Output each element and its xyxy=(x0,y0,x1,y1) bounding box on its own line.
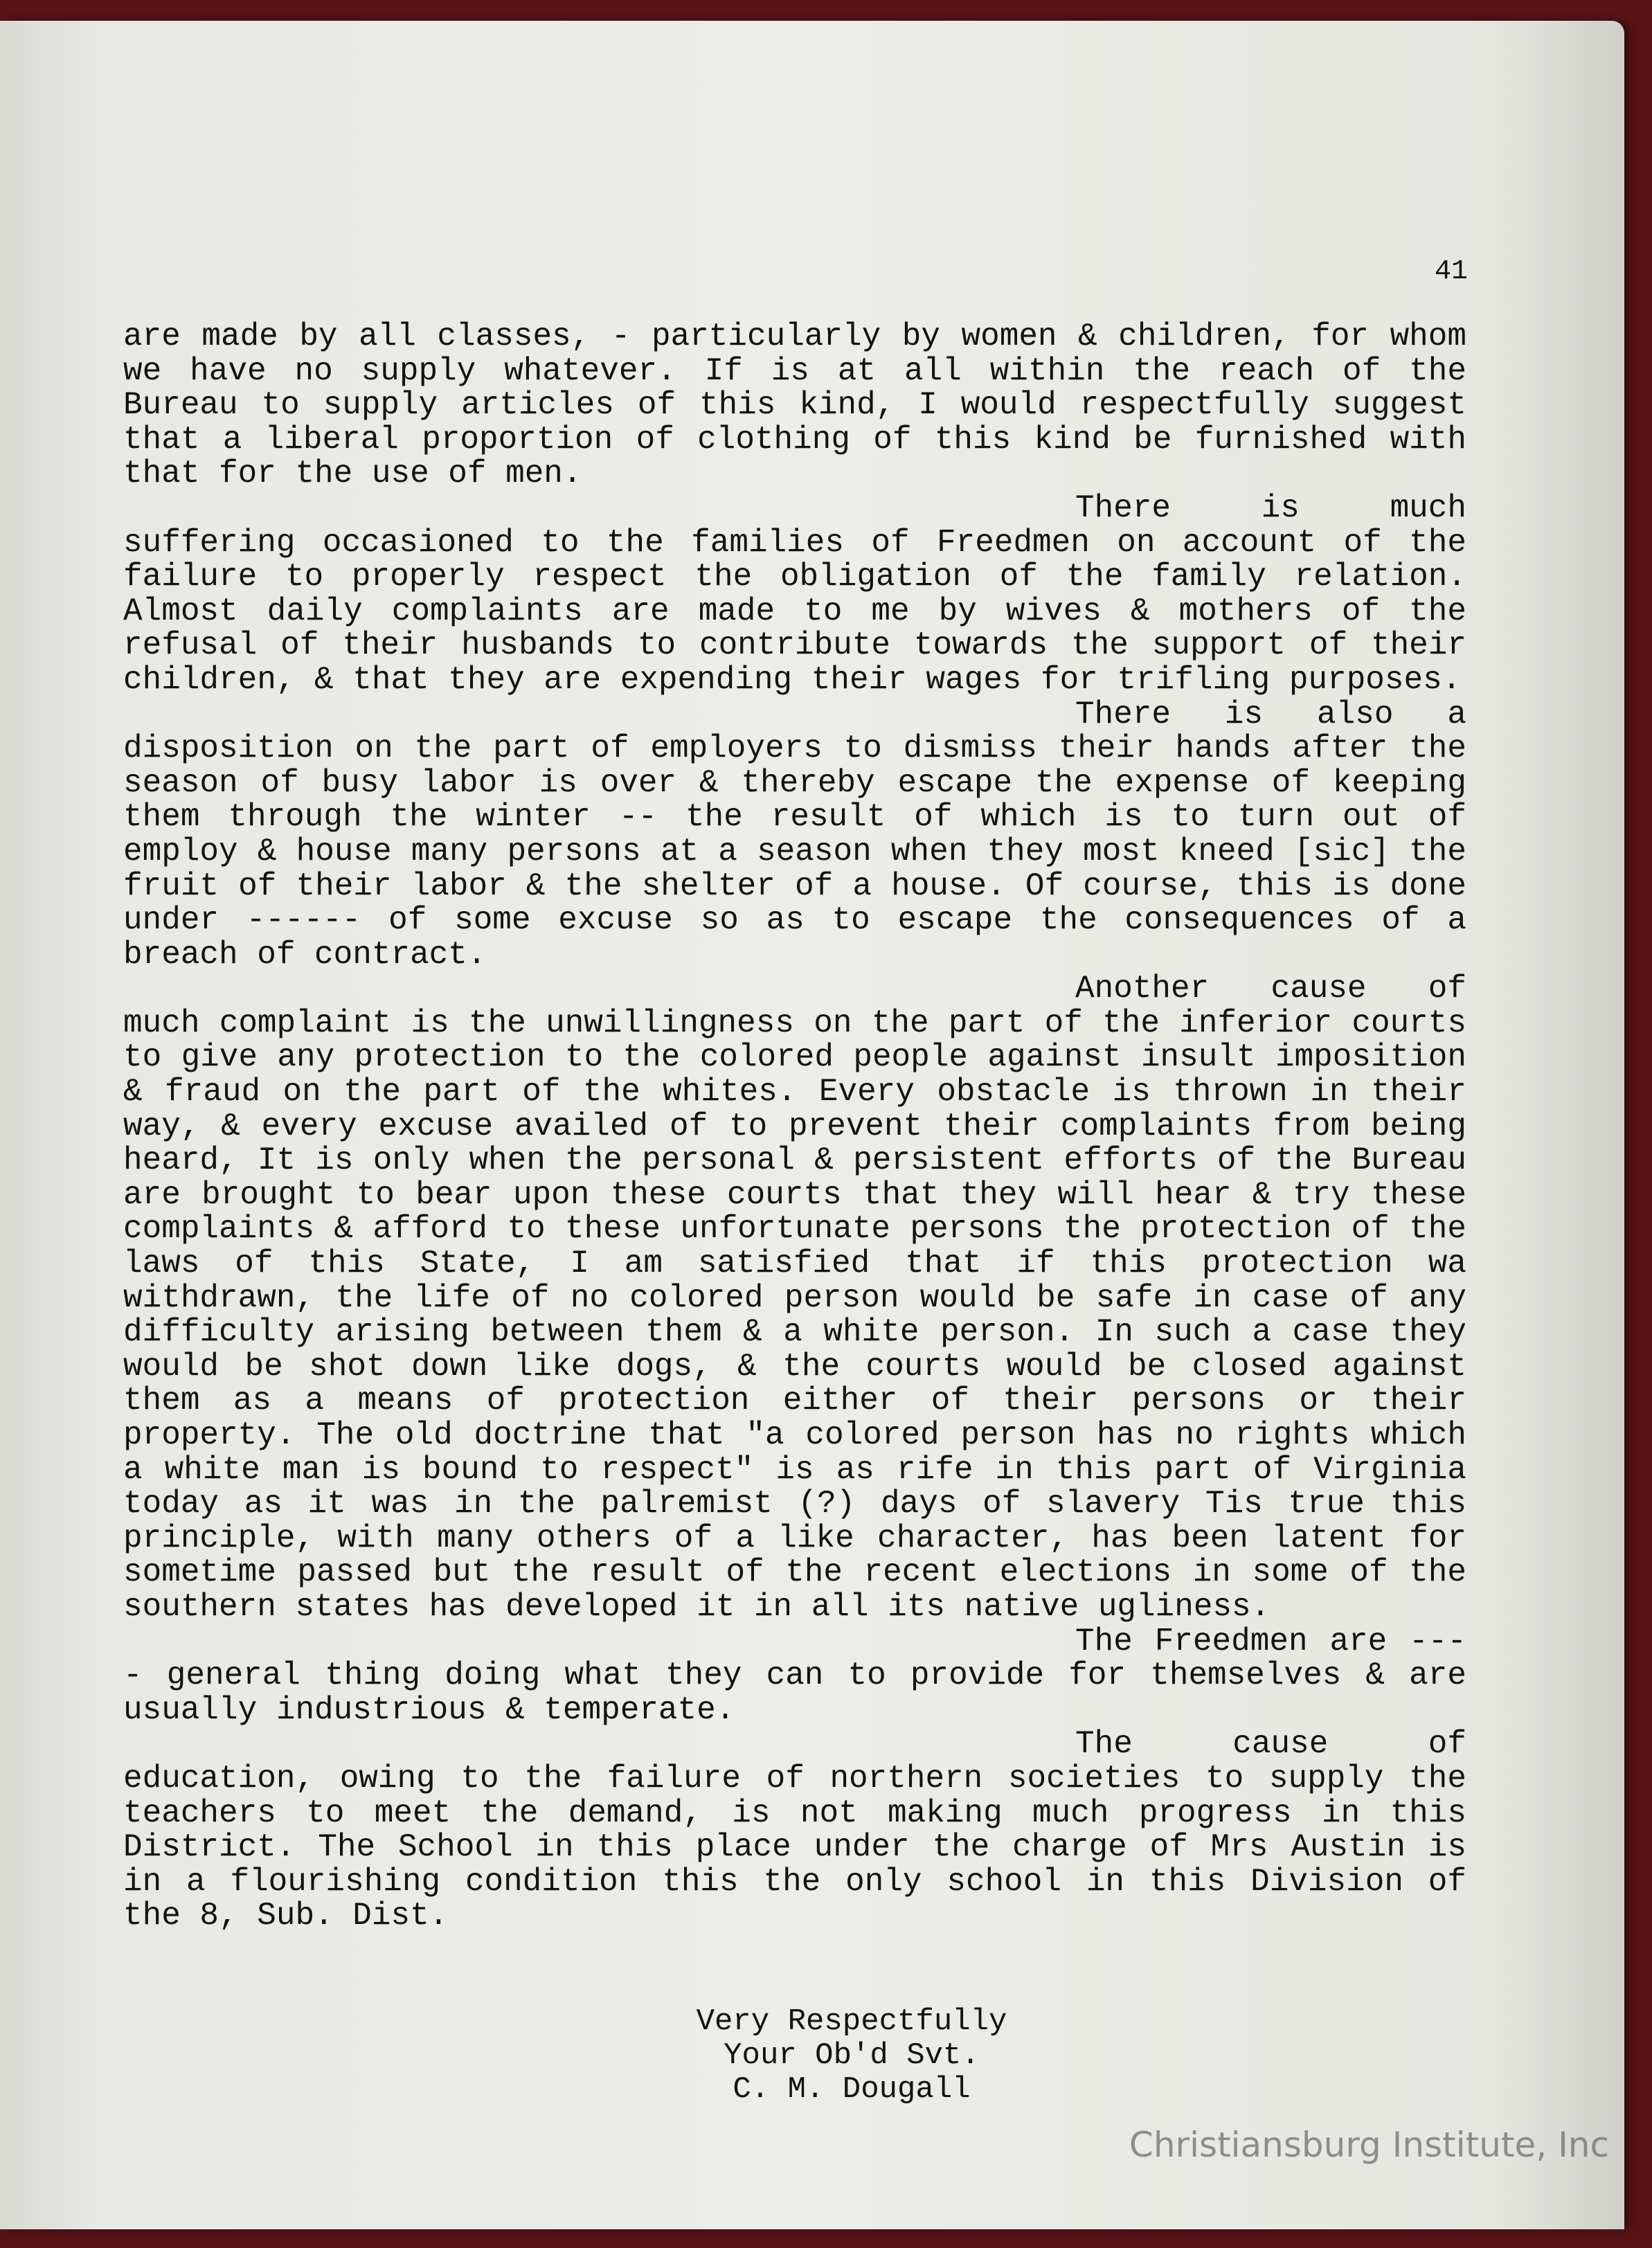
paragraph-1: are made by all classes, - particularly by women & children, for whom we have no supply whatever. If is at all within the reach of the Bureau to supply articles of this kind, I would respectfully suggest that a liberal proportion of clothing of this kind be furnished with that for the use of men. xyxy=(123,318,1466,492)
watermark: Christiansburg Institute, Inc xyxy=(1129,2125,1609,2165)
paragraph-5: The Freedmen are ---- general thing doing what they can to provide for themselves & are usually industrious & temperate. xyxy=(123,1623,1466,1728)
signature-name: C. M. Dougall xyxy=(733,2072,971,2107)
paragraph-3: There is also a disposition on the part of employers to dismiss their hands after the season of busy labor is over & thereby escape the expense of keeping them through the winter -- the result of which is to turn out of employ & house many persons at a season when they most kneed [sic] the fruit of their labor & the shelter of a house. Of course, this is done under ------ of some excuse so as to escape the consequences of a breach of contract. xyxy=(123,696,1466,973)
paragraph-6: The cause of education, owing to the failure of northern societies to supply the teachers to meet the demand, is not making much progress in this District. The School in this place under the charge of Mrs Austin is in a flourishing condition this the only school in this Division of the 8, Sub. Dist. xyxy=(123,1726,1466,1934)
closing-salutation: Very Respectfully xyxy=(696,2004,1007,2039)
page-number: 41 xyxy=(1435,256,1469,287)
letter-body xyxy=(123,320,1466,1934)
paragraph-4: Another cause of much complaint is the unwillingness on the part of the inferior courts to give any protection to the colored people against insult imposition & fraud on the part of the whites. Every obstacle is thrown in their way, & every excuse availed of to prevent their complaints from being heard, It is only when the personal & persistent efforts of the Bureau are brought to bear upon these courts that they will hear & try these complaints & afford to these unfortunate persons the protection of the laws of this State, I am satisfied that if this protection wa withdrawn, the life of no colored person would be safe in case of any difficulty arising between them & a white person. In such a case they would be shot down like dogs, & the courts would be closed against them as a means of protection either of their persons or their property. The old doctrine that "a colored person has no rights which a white man is bound to respect" is as rife in this part of Virginia today as it was in the palremist (?) days of slavery Tis true this principle, with many others of a like character, has been latent for sometime passed but the result of the recent elections in some of the southern states has developed it in all its native ugliness. xyxy=(123,971,1466,1625)
letter-closing xyxy=(651,2005,1052,2107)
document-page xyxy=(0,21,1624,2229)
closing-servant-line: Your Ob'd Svt. xyxy=(724,2038,980,2073)
paragraph-2: There is much suffering occasioned to the families of Freedmen on account of the failure to properly respect the obligation of the family relation. Almost daily complaints are made to me by wives & mothers of the refusal of their husbands to contribute towards the support of their children, & that they are expending their wages for trifling purposes. xyxy=(123,489,1466,698)
